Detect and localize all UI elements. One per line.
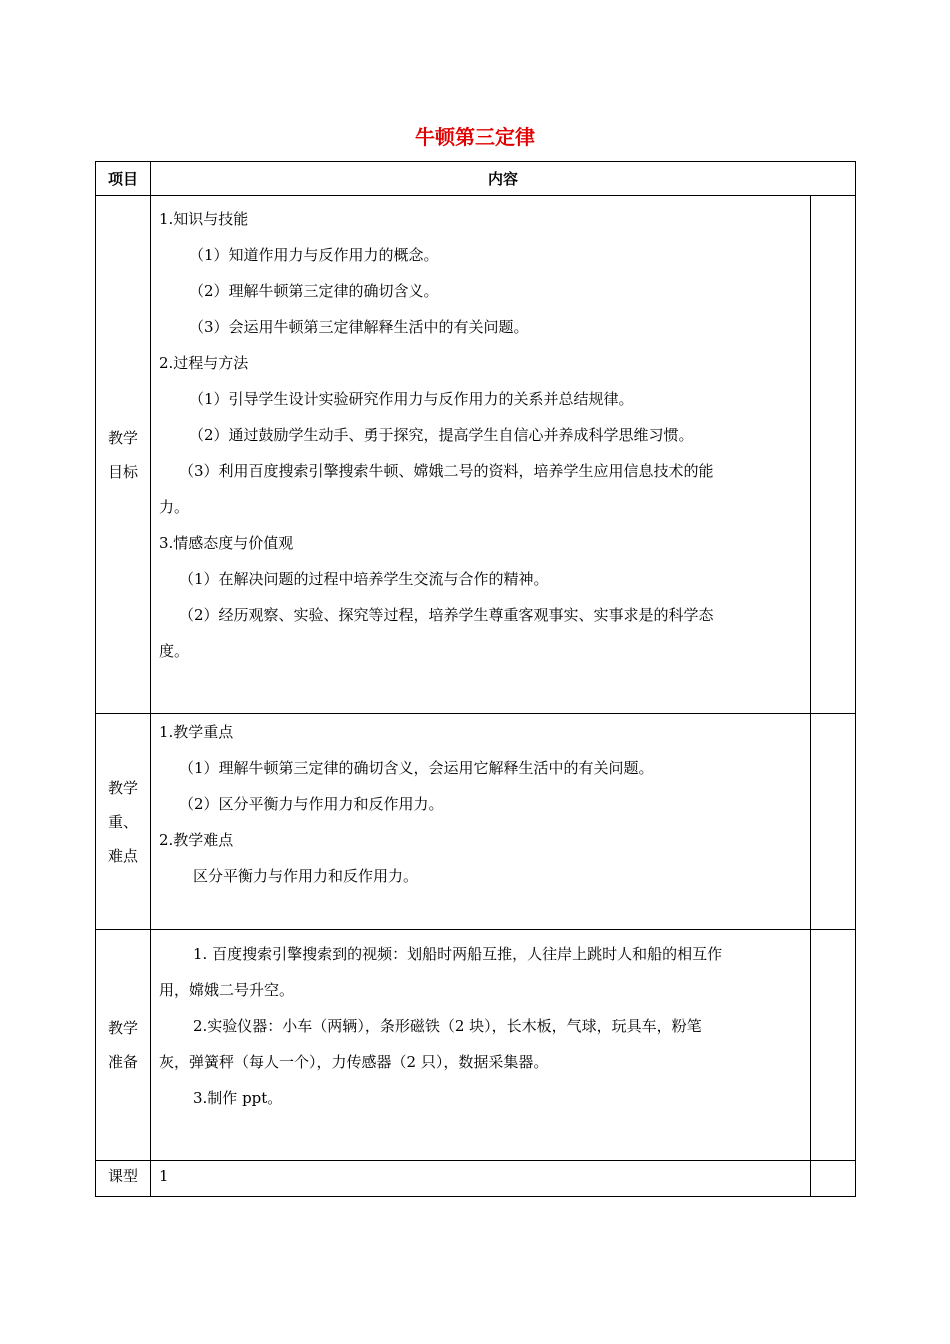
objectives-emotion-2: （2）经历观察、实验、探究等过程，培养学生尊重客观事实、实事求是的科学态 (179, 606, 714, 624)
key-points-label (96, 714, 151, 930)
header-content: 内容 (151, 162, 856, 196)
objectives-heading-3: 3.情感态度与价值观 (159, 534, 294, 552)
key-points-item-1: （1）理解牛顿第三定律的确切含义，会运用它解释生活中的有关问题。 (179, 759, 654, 777)
objectives-label-line2: 目标 (107, 462, 138, 481)
key-points-label-line3: 难点 (107, 846, 138, 865)
preparation-label-line1: 教学 (107, 1019, 138, 1037)
key-points-row (96, 714, 856, 930)
key-points-heading-2: 2.教学难点 (159, 831, 234, 849)
key-points-label-line1: 教学 (107, 778, 138, 797)
page-title: 牛顿第三定律 (415, 125, 535, 149)
key-points-content (151, 714, 811, 930)
preparation-label-line2: 准备 (107, 1053, 138, 1071)
lesson-type-content (151, 1161, 811, 1197)
objectives-emotion-1: （1）在解决问题的过程中培养学生交流与合作的精神。 (179, 570, 549, 588)
objectives-label (96, 196, 151, 714)
lesson-type-extra-cell (810, 1161, 855, 1197)
preparation-extra-cell (810, 930, 855, 1161)
objectives-process-3-cont: 力。 (159, 498, 190, 516)
preparation-content (151, 930, 811, 1161)
lesson-type-row (96, 1161, 856, 1197)
key-points-difficulty-1: 区分平衡力与作用力和反作用力。 (193, 867, 419, 885)
objectives-knowledge-3: （3）会运用牛顿第三定律解释生活中的有关问题。 (189, 318, 529, 336)
key-points-extra-cell (810, 714, 855, 930)
preparation-item-2: 2.实验仪器：小车（两辆），条形磁铁（2 块），长木板，气球，玩具车，粉笔 (193, 1017, 702, 1035)
objectives-heading-2: 2.过程与方法 (159, 354, 249, 372)
preparation-label (96, 930, 151, 1161)
preparation-item-2-cont: 灰，弹簧秤（每人一个），力传感器（2 只），数据采集器。 (159, 1053, 549, 1071)
table-header-row (96, 162, 856, 196)
preparation-row (96, 930, 856, 1161)
objectives-process-3: （3）利用百度搜索引擎搜索牛顿、嫦娥二号的资料，培养学生应用信息技术的能 (179, 462, 714, 480)
objectives-process-1: （1）引导学生设计实验研究作用力与反作用力的关系并总结规律。 (189, 390, 634, 408)
key-points-item-2: （2）区分平衡力与作用力和反作用力。 (179, 795, 444, 813)
key-points-heading-1: 1.教学重点 (159, 723, 234, 741)
preparation-item-1-cont: 用，嫦娥二号升空。 (159, 981, 295, 999)
objectives-knowledge-1: （1）知道作用力与反作用力的概念。 (189, 246, 439, 264)
lesson-type-value: 1 (159, 1167, 169, 1185)
objectives-extra-cell (810, 196, 855, 714)
preparation-item-3: 3.制作 ppt。 (193, 1089, 283, 1107)
objectives-content (151, 196, 811, 714)
objectives-label-line1: 教学 (107, 428, 138, 447)
lesson-plan-table (95, 161, 856, 1197)
objectives-heading-1: 1.知识与技能 (159, 210, 249, 228)
objectives-row (96, 196, 856, 714)
objectives-emotion-2-cont: 度。 (159, 642, 190, 660)
lesson-type-label: 课型 (96, 1161, 151, 1197)
header-item: 项目 (96, 162, 151, 196)
preparation-item-1: 1. 百度搜索引擎搜索到的视频：划船时两船互推，人往岸上跳时人和船的相互作 (193, 945, 723, 963)
objectives-knowledge-2: （2）理解牛顿第三定律的确切含义。 (189, 282, 439, 300)
objectives-process-2: （2）通过鼓励学生动手、勇于探究，提高学生自信心并养成科学思维习惯。 (189, 426, 694, 444)
key-points-label-line2: 重、 (107, 812, 138, 831)
